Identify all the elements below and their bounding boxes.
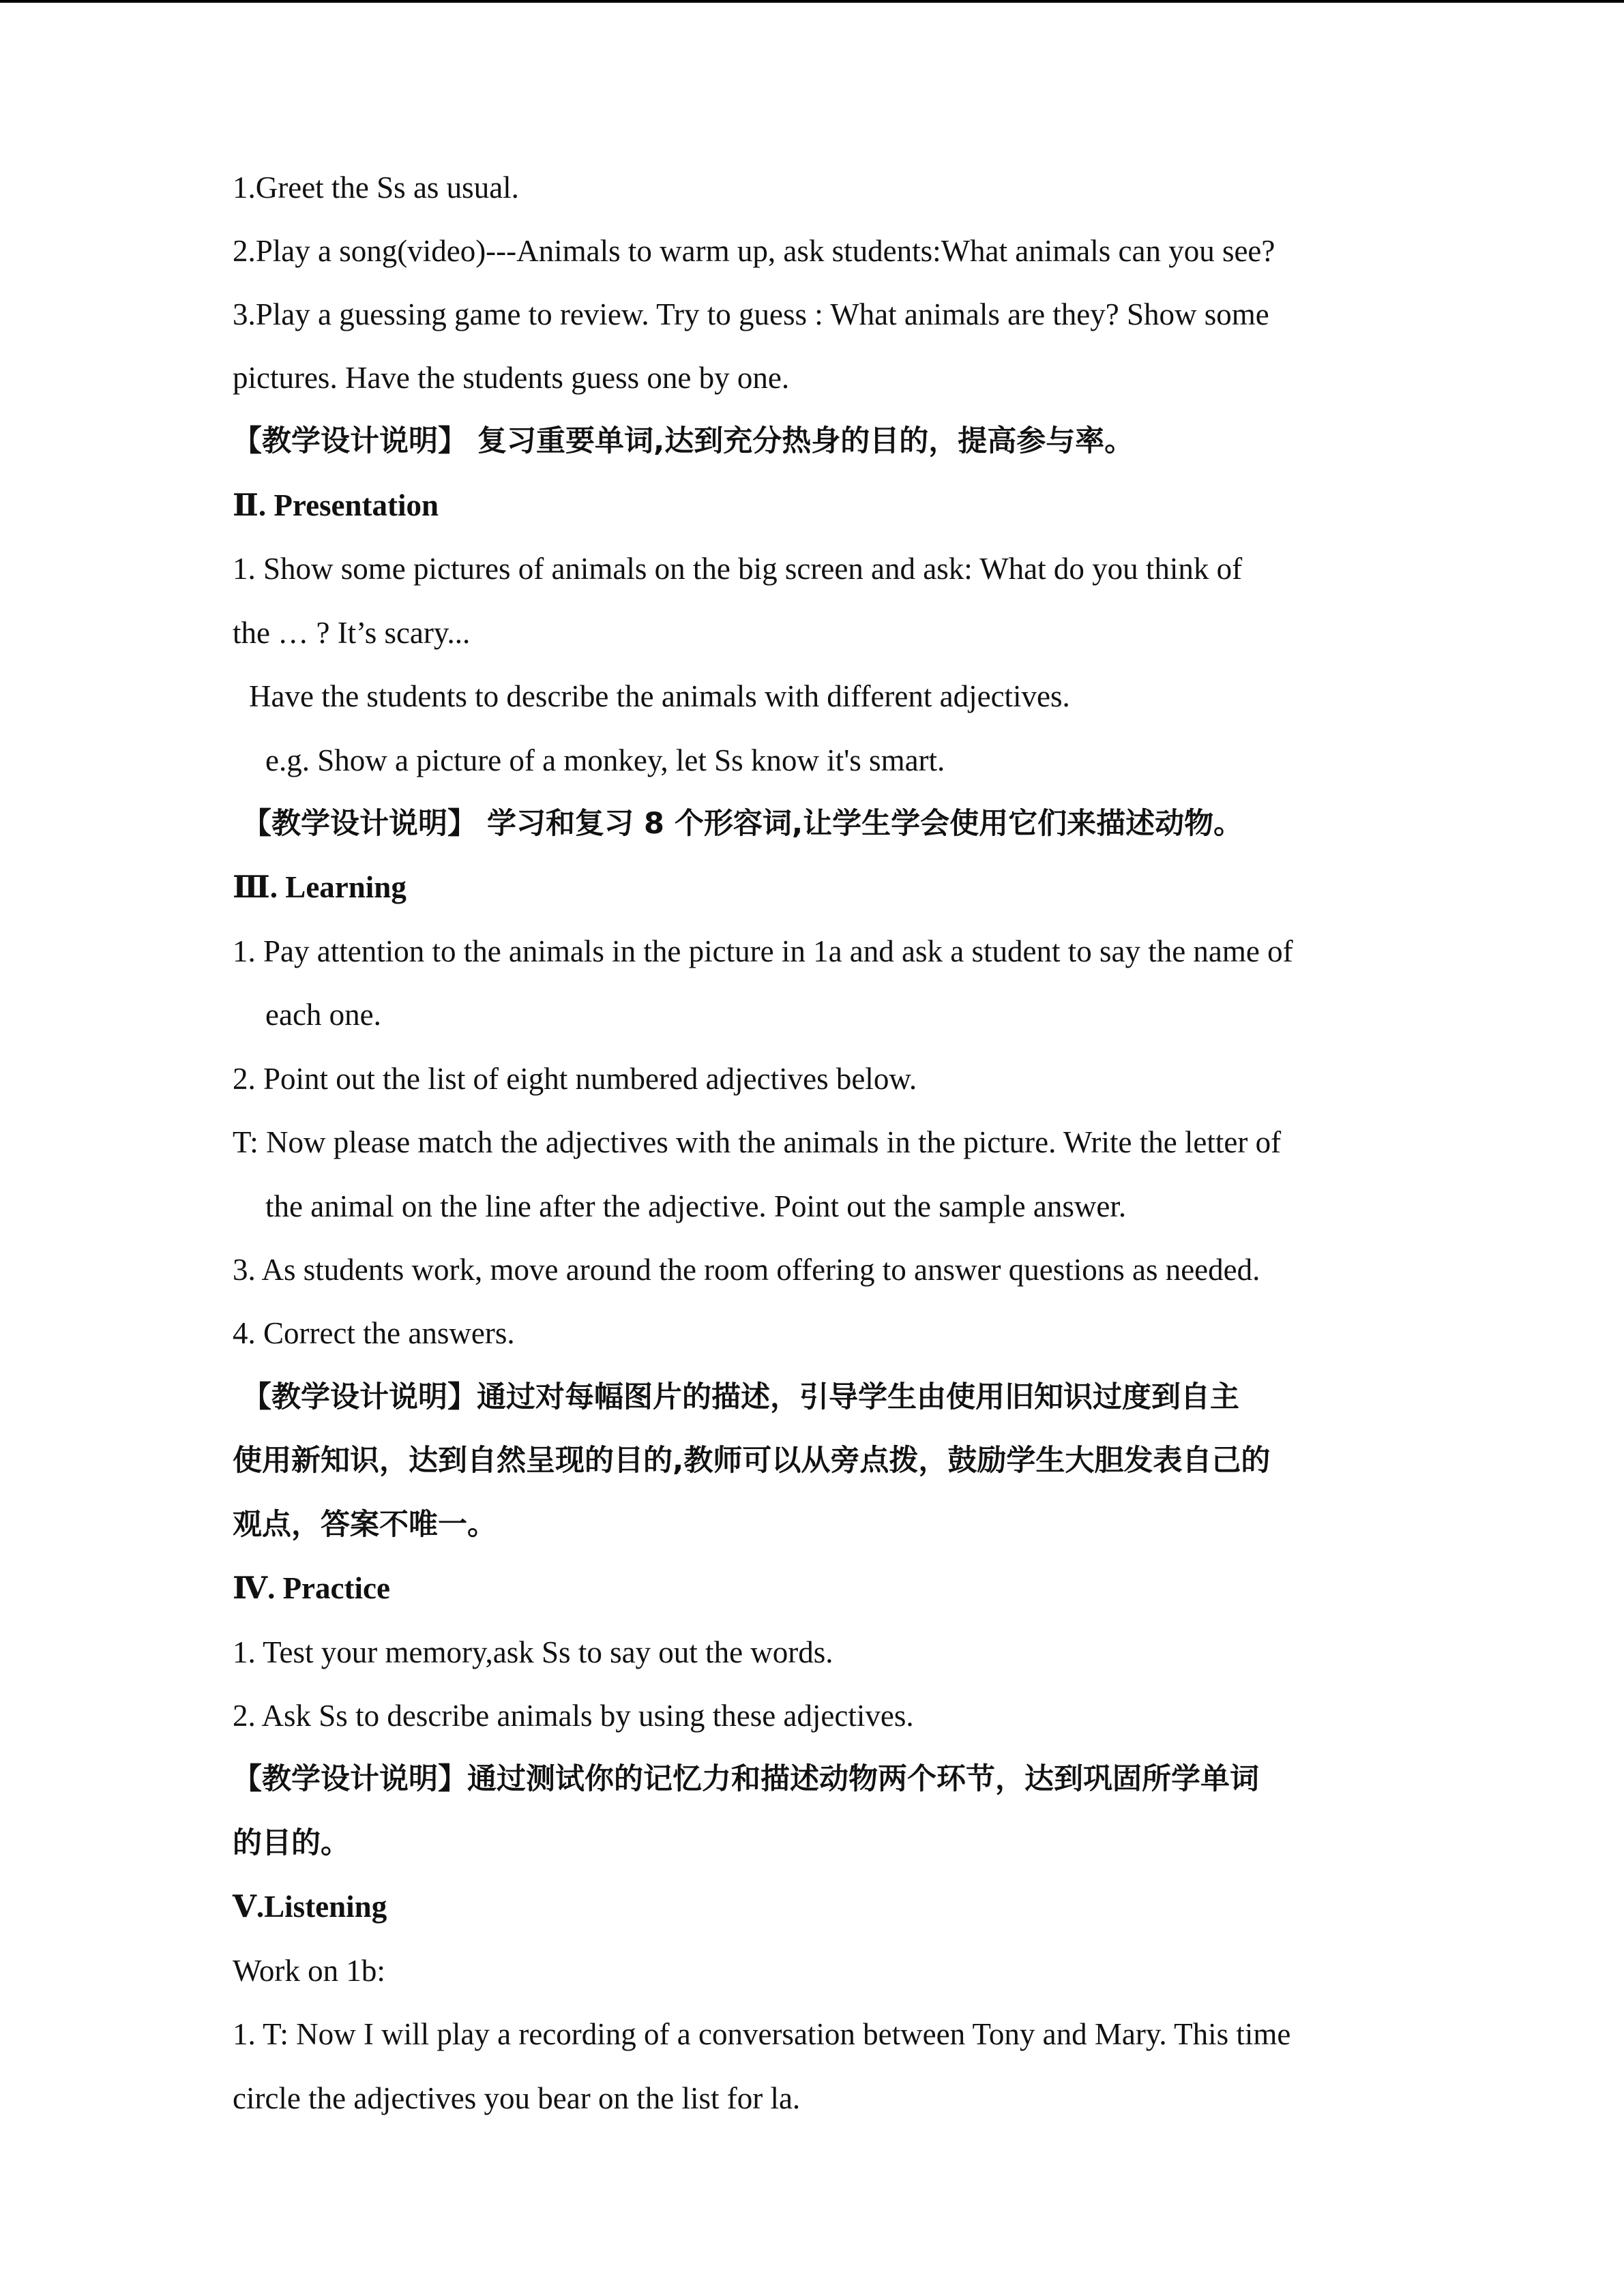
practice-item-2: 2. Ask Ss to describe animals by using these adjectives. <box>233 1699 914 1733</box>
presentation-design-note: 【教学设计说明】 学习和复习 8 个形容词,让学生学会使用它们来描述动物。 <box>242 807 1243 841</box>
practice-item-1: 1. Test your memory,ask Ss to say out the words. <box>233 1635 833 1669</box>
intro-line-2: 2.Play a song(video)---Animals to warm up, ask students:What animals can you see? <box>233 234 1275 268</box>
learning-item-5: 4. Correct the answers. <box>233 1316 515 1350</box>
listening-item-2a: 1. T: Now I will play a recording of a conversation between Tony and Mary. This time <box>233 2017 1291 2051</box>
listening-item-1: Work on 1b: <box>233 1954 385 1988</box>
learning-item-3b: the animal on the line after the adjective. Point out the sample answer. <box>265 1189 1127 1223</box>
presentation-item-1b: the … ? It’s scary... <box>233 616 471 650</box>
learning-design-note-3: 观点，答案不唯一。 <box>233 1508 497 1542</box>
presentation-heading: Ⅱ. Presentation <box>233 488 439 522</box>
learning-item-3a: T: Now please match the adjectives with the animals in the picture. Write the letter of <box>233 1125 1282 1159</box>
presentation-item-2: Have the students to describe the animals with different adjectives. <box>249 679 1070 713</box>
learning-item-1b: each one. <box>265 998 381 1032</box>
intro-line-3: 3.Play a guessing game to review. Try to guess : What animals are they? Show some <box>233 297 1269 331</box>
listening-item-2b: circle the adjectives you bear on the list for la. <box>233 2081 801 2115</box>
listening-heading: Ⅴ.Listening <box>233 1890 387 1924</box>
intro-line-4: pictures. Have the students guess one by one. <box>233 361 790 395</box>
learning-design-note-1: 【教学设计说明】通过对每幅图片的描述，引导学生由使用旧知识过度到自主 <box>242 1380 1239 1414</box>
learning-heading: Ⅲ. Learning <box>233 870 407 904</box>
learning-design-note-2: 使用新知识，达到自然呈现的目的,教师可以从旁点拨，鼓励学生大胆发表自己的 <box>233 1444 1271 1478</box>
intro-line-1: 1.Greet the Ss as usual. <box>233 170 519 205</box>
practice-heading: Ⅳ. Practice <box>233 1571 390 1605</box>
practice-design-note-2: 的目的。 <box>233 1826 350 1860</box>
intro-design-note: 【教学设计说明】 复习重要单词,达到充分热身的目的，提高参与率。 <box>233 424 1134 458</box>
learning-item-2: 2. Point out the list of eight numbered adjectives below. <box>233 1062 917 1096</box>
top-border-line <box>0 0 1624 3</box>
learning-item-1a: 1. Pay attention to the animals in the picture in 1a and ask a student to say the name of <box>233 934 1293 968</box>
learning-item-4: 3. As students work, move around the room offering to answer questions as needed. <box>233 1253 1260 1287</box>
presentation-item-1a: 1. Show some pictures of animals on the big screen and ask: What do you think of <box>233 552 1243 586</box>
practice-design-note-1: 【教学设计说明】通过测试你的记忆力和描述动物两个环节，达到巩固所学单词 <box>233 1762 1259 1796</box>
presentation-item-3: e.g. Show a picture of a monkey, let Ss know it's smart. <box>265 743 945 777</box>
